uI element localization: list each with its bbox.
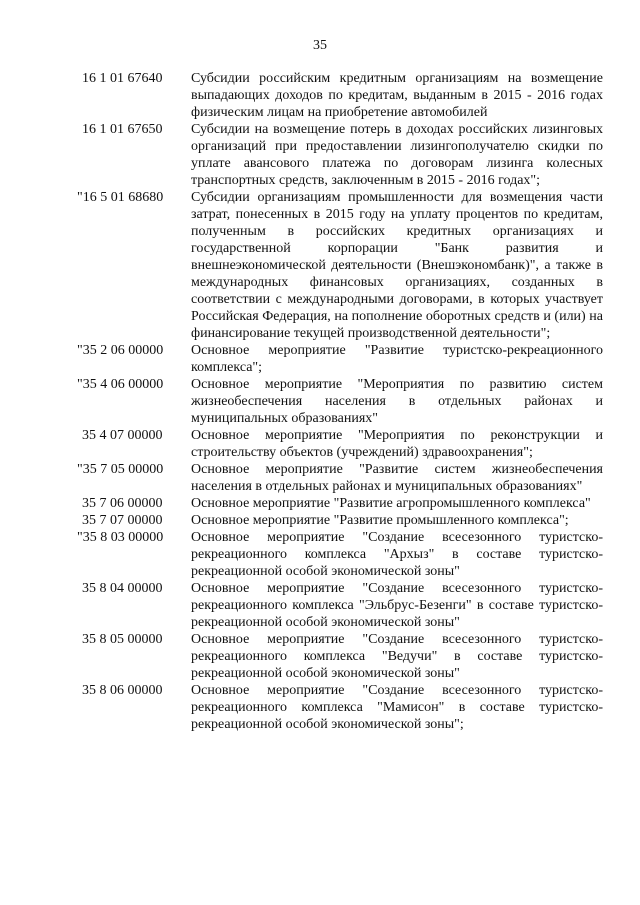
list-item: [60, 495, 608, 512]
list-item: [60, 580, 608, 631]
item-description: Основное мероприятие "Развитие промышленного комплекса";: [191, 513, 569, 528]
item-description: Основное мероприятие "Создание всесезонного туристско-рекреационного комплекса "Мамисон" в составе туристско-рекреационной особой экономической зоны";: [191, 683, 603, 732]
list-item: [60, 682, 608, 733]
list-item: [60, 189, 608, 342]
item-description: Субсидии российским кредитным организациям на возмещение выпадающих доходов по кредитам, выданным в 2015 - 2016 годах физическим лицам на приобретение автомобилей: [191, 71, 603, 120]
item-code: "16 5 01 68680: [77, 190, 164, 205]
item-description: Субсидии на возмещение потерь в доходах российских лизинговых организаций при предоставлении лизингополучателю скидки по уплате авансового платежа по договорам лизинга колесных транспортных средств, заключенным в 2015 - 2016 годах";: [191, 122, 603, 188]
item-description: Основное мероприятие "Мероприятия по развитию систем жизнеобеспечения населения в отдельных районах и муниципальных образованиях": [191, 377, 603, 426]
list-item: [60, 512, 608, 529]
item-description: Основное мероприятие "Создание всесезонного туристско-рекреационного комплекса "Эльбрус-Безенги" в составе туристско-рекреационной особой экономической зоны": [191, 581, 603, 630]
item-code: "35 4 06 00000: [77, 377, 164, 392]
item-code: "35 2 06 00000: [77, 343, 164, 358]
item-code: 35 4 07 00000: [82, 428, 163, 443]
item-description: Субсидии организациям промышленности для возмещения части затрат, понесенных в 2015 году на уплату процентов по кредитам, полученным в российских кредитных организациях и государственной корпорации "Банк развития и внешнеэкономической деятельности (Внешэкономбанк)", а также в международных финансовых организациях, созданных в соответствии с международными договорами, в которых участвует Российская Федерация, на пополнение оборотных средств и (или) на финансирование текущей производственной деятельности";: [191, 190, 603, 341]
list-item: [60, 70, 608, 121]
item-description: Основное мероприятие "Развитие систем жизнеобеспечения населения в отдельных районах и муниципальных образованиях": [191, 462, 603, 494]
item-code: 35 8 06 00000: [82, 683, 163, 698]
item-code: 35 8 05 00000: [82, 632, 163, 647]
item-code: 35 7 06 00000: [82, 496, 163, 511]
item-code: 35 7 07 00000: [82, 513, 163, 528]
list-item: [60, 342, 608, 376]
item-description: Основное мероприятие "Развитие туристско-рекреационного комплекса";: [191, 343, 603, 375]
item-description: Основное мероприятие "Создание всесезонного туристско-рекреационного комплекса "Ведучи" в составе туристско-рекреационной особой экономической зоны": [191, 632, 603, 681]
classification-list: [60, 70, 608, 733]
list-item: [60, 121, 608, 189]
item-code: 16 1 01 67650: [82, 122, 163, 137]
list-item: [60, 461, 608, 495]
list-item: [60, 631, 608, 682]
item-code: "35 7 05 00000: [77, 462, 164, 477]
list-item: [60, 376, 608, 427]
page-number: 35: [313, 38, 327, 53]
item-code: "35 8 03 00000: [77, 530, 164, 545]
item-code: 16 1 01 67640: [82, 71, 163, 86]
list-item: [60, 529, 608, 580]
item-description: Основное мероприятие "Развитие агропромышленного комплекса": [191, 496, 591, 511]
item-description: Основное мероприятие "Мероприятия по реконструкции и строительству объектов (учреждений) здравоохранения";: [191, 428, 603, 460]
item-code: 35 8 04 00000: [82, 581, 163, 596]
list-item: [60, 427, 608, 461]
item-description: Основное мероприятие "Создание всесезонного туристско-рекреационного комплекса "Архыз" в составе туристско-рекреационной особой экономической зоны": [191, 530, 603, 579]
